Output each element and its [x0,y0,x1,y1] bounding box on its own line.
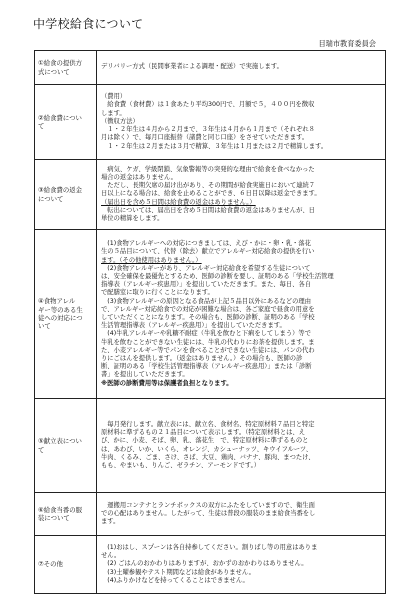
content-line: での心配はありません。したがって、生徒は普段の服装のまま給食当番をし [101,509,316,517]
content-line: （費用） [101,93,127,101]
row-content-cell [97,85,386,160]
content-line: デリバリー方式（民間事業者による調理・配送）で実施します。 [101,63,283,71]
content-line: (3)土曜参観やテスト期間などは給食がありません。 [101,568,255,576]
content-line: 生活管理指導表（アレルギー疾患用）」を提出していただきます。 [101,322,286,330]
info-table [34,50,386,594]
table-row [35,85,386,160]
row-label-line: て [38,445,45,454]
content-line: 単位の精算をします。 [101,215,164,222]
content-line: (1)おはし、スプーンは各自持参してください。割りばし等の用意はありま [101,543,318,551]
row-label-cell [35,230,97,399]
row-label-line: ⑤献立表につい [38,437,82,446]
content-line: 生の５品目について、代替（除去）献立でアレルギー対応給食の提供を行い [101,248,315,256]
row-label-cell [35,399,97,493]
row-label-line: ⑥給食当番の服 [38,505,83,514]
content-line: します。 [101,109,126,117]
table-row [35,51,386,85]
page-title: 中学校給食について [33,17,144,31]
row-content-cell [97,230,386,399]
content-line: りにごはんを提供します。（返金はありません。）その場合も、医師の診 [101,355,303,363]
content-line: もも、やまいも、りんご、ゼラチン、アーモンドです。） [101,461,261,469]
row-label [35,59,96,76]
row-label-cell [35,536,97,594]
row-label [35,506,96,523]
row-label-line: 装について [38,514,70,522]
row-label-line: 徒への対応につ [38,314,83,322]
content-line: ます。 [101,518,120,526]
content-line: び、かに、小麦、そば、卵、乳、落花生 で、特定原材料に準ずるものと [101,437,309,445]
row-content-cell [97,536,386,594]
row-label-line: ③給食費の返金 [38,186,83,195]
content-line: (2)食物アレルギーがあり、アレルギー対応給食を希望する生徒について [101,264,311,272]
content-line: 牛肉、くるみ、ごま、さけ、さば、大豆、鶏肉、バナナ、豚肉、まつたけ、 [101,453,315,461]
content-line: で、アレルギー対応給食での対応が困難な場合は、各ご家庭で昼食の用意を [101,305,315,313]
row-label-line: ①給食の提供方 [38,59,83,68]
content-line: 書」を提出していただきます。 [101,371,189,379]
row-label-line: ②給食費につい [38,113,82,122]
content-line: 毎月発行します。献立表には、献立名、食材名、特定原材料７品目と特定 [101,420,315,428]
row-content-cell [97,51,386,85]
table-row [35,493,386,536]
row-label [35,186,96,203]
row-label-line: ⑦その他 [38,560,63,569]
row-label-line: について [38,194,64,203]
content-line: (4)ふりかけなどを持ってくることはできません。 [101,576,249,584]
row-content [97,501,385,528]
content-line: 給食費（食材費）は１食あたり平均300円で、月額で５，４００円を徴収 [101,101,315,109]
row-label-cell [35,51,97,85]
content-line: 日以上になる場合は、給食を止めることができ、６日目以降は返金できます。 [101,190,321,198]
content-line: 運搬用コンテナとランチボックスの双方にふたをしていますので、衛生面 [101,501,315,509]
table-row [35,230,386,399]
content-line: (3)食物アレルギーの原因となる食品が上記５品目以外にあるなどの理由 [101,297,312,305]
content-line: １・２年生は２月または３月で精算、３年生は１月または２月で精算します。 [101,142,328,150]
row-label [35,437,96,454]
row-content-cell [97,160,386,230]
content-line: 場合の返金はありません。 [101,173,177,181]
row-content [97,239,385,389]
content-line: は、あわび、いか、いくら、オレンジ、カシューナッツ、キウイフルーツ、 [101,445,313,453]
row-label-line: て [38,122,45,130]
content-line: 病気、ケガ、学級閉鎖、気象警報等の突発的な理由で給食を食べなかった [101,165,315,173]
content-line: していただくことになります。その場合も、医師の診断、証明のある「学校 [101,314,315,321]
content-line: 転出については、届出日を含め５日間は給食費の返金はありませんが、日 [101,206,315,214]
row-label-cell [35,493,97,536]
content-line: ます。（その他使用はありません。） [101,256,202,264]
content-line: 原材料に準ずるもの２１品目について表示します。（特定原材料とは、え [101,429,306,437]
row-label-line: ④食物アレル [38,297,76,306]
content-line: （届出日を含め５日間は給食費の返金はありません。） [101,198,256,206]
content-line: は、安全確保を最優先とするため、医師の診断を要し、証明のある「学校生活管理 [101,272,334,280]
content-line: 月は除く）で、毎月口座振替（諸費と同じ口座）をさせていただきます。 [101,134,309,142]
row-content [97,420,385,471]
table-row [35,399,386,493]
content-line: (4)牛乳アレルギーや乳糖不耐症（牛乳を飲むと下痢をしてしまう）等で [101,330,312,338]
content-line: (2) ごはんのおかわりはありますが、おかずのおかわりはありません。 [101,560,308,568]
row-label-cell [35,160,97,230]
row-label [35,297,96,331]
content-line: （徴収方法） [101,117,139,125]
info-table-body [35,51,386,594]
content-line: ただし、長期欠席の届け出があり、その期間が給食実施日において連続７ [101,182,316,190]
row-content [97,62,385,72]
content-line: せん。 [101,552,121,560]
content-line: 指導表（アレルギー疾患用）」を提出していただきます。また、毎日、各自 [101,281,312,289]
row-label [35,560,96,568]
content-line: で配膳室に取りに行くことになります。 [101,289,214,297]
content-line: ※医師の診断費用等は保護者負担となります。 [101,379,233,387]
row-label [35,114,96,131]
content-line: １・２年生は４月から２月まで、３年生は４月から１月まで（それぞれ８ [101,126,315,134]
content-line: 牛乳を飲むことができない生徒には、牛乳の代わりにお茶を提供します。ま [101,338,315,346]
content-line: (1)食物アレルギーへの対応につきましては、えび・かに・卵・乳・落花 [101,240,311,248]
content-line: た、小麦アレルギー等でパンを食べることができない生徒には、パンの代わ [101,346,315,354]
row-content [97,165,385,224]
row-content-cell [97,399,386,493]
content-line: 断、証明のある「学校生活管理指導表（アレルギー疾患用）」または「診断 [101,363,312,371]
row-label-line: 式について [38,67,70,76]
row-label-line: いて [38,322,51,331]
row-content [97,543,385,586]
row-label-line: ギー等のある生 [38,305,83,314]
table-row [35,160,386,230]
issuer-name: 目瑞市教育委員会 [318,39,376,48]
table-row [35,536,386,594]
row-content-cell [97,493,386,536]
row-content [97,92,385,151]
row-label-cell [35,85,97,160]
